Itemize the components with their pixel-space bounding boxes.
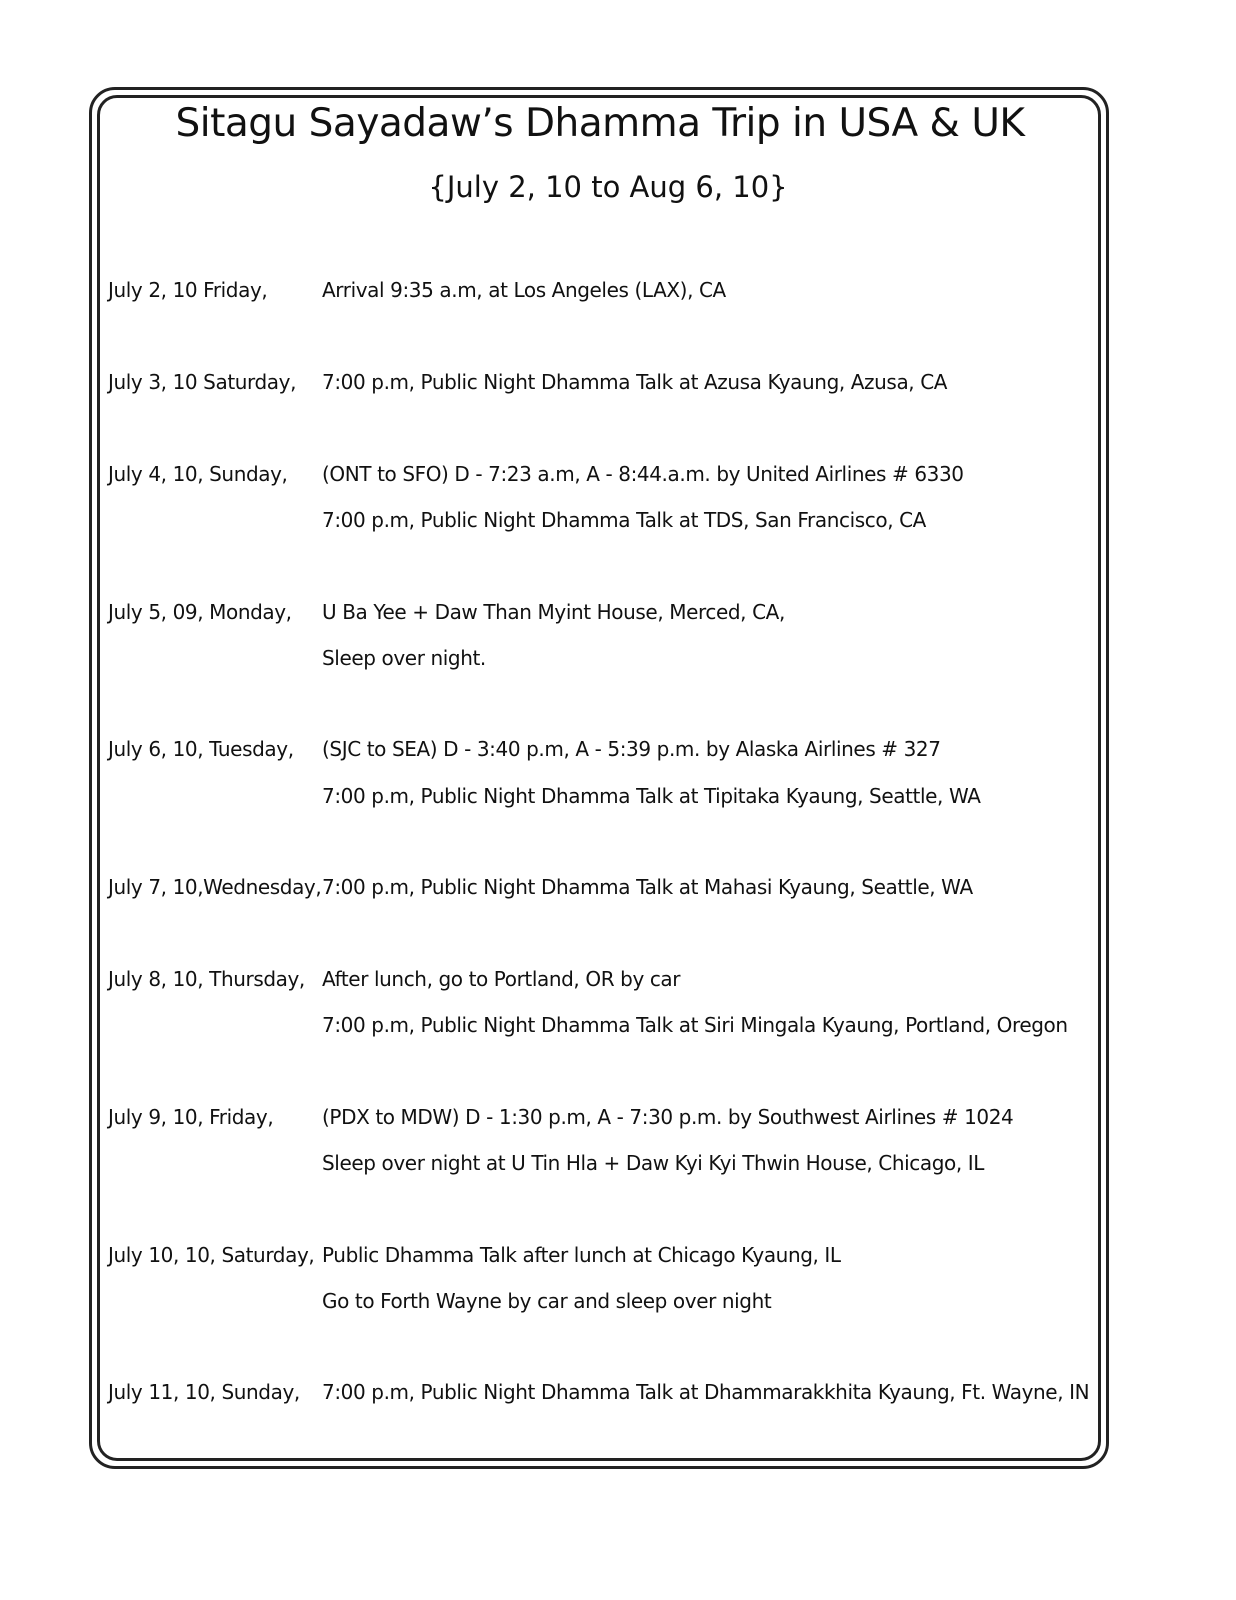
schedule-detail: Public Dhamma Talk after lunch at Chicago Kyaung, IL — [322, 1243, 841, 1267]
schedule-detail: Arrival 9:35 a.m, at Los Angeles (LAX), CA — [322, 278, 726, 302]
schedule-date: July 7, 10,Wednesday, — [108, 875, 322, 899]
schedule-detail: 7:00 p.m, Public Night Dhamma Talk at Dhammarakkhita Kyaung, Ft. Wayne, IN — [322, 1380, 1090, 1404]
schedule-date: July 6, 10, Tuesday, — [108, 737, 294, 761]
schedule-detail: After lunch, go to Portland, OR by car — [322, 967, 681, 991]
schedule-detail: U Ba Yee + Daw Than Myint House, Merced, CA, — [322, 600, 785, 624]
schedule-date: July 11, 10, Sunday, — [108, 1380, 300, 1404]
schedule-date: July 3, 10 Saturday, — [108, 370, 297, 394]
schedule-detail: 7:00 p.m, Public Night Dhamma Talk at TDS, San Francisco, CA — [322, 508, 926, 532]
schedule-date: July 2, 10 Friday, — [108, 278, 268, 302]
schedule-detail: (ONT to SFO) D - 7:23 a.m, A - 8:44.a.m. by United Airlines # 6330 — [322, 462, 964, 486]
schedule-date: July 4, 10, Sunday, — [108, 462, 288, 486]
schedule-detail: Go to Forth Wayne by car and sleep over night — [322, 1289, 772, 1313]
schedule-detail: (SJC to SEA) D - 3:40 p.m, A - 5:39 p.m. by Alaska Airlines # 327 — [322, 737, 941, 761]
document-title: Sitagu Sayadaw’s Dhamma Trip in USA & UK — [175, 101, 1025, 146]
document-date-range: {July 2, 10 to Aug 6, 10} — [428, 170, 788, 204]
schedule-date: July 10, 10, Saturday, — [108, 1243, 315, 1267]
schedule-detail: 7:00 p.m, Public Night Dhamma Talk at Azusa Kyaung, Azusa, CA — [322, 370, 948, 394]
schedule-detail: Sleep over night. — [322, 646, 486, 670]
schedule-detail: 7:00 p.m, Public Night Dhamma Talk at Tipitaka Kyaung, Seattle, WA — [322, 784, 981, 808]
schedule-detail: Sleep over night at U Tin Hla + Daw Kyi Kyi Thwin House, Chicago, IL — [322, 1151, 984, 1175]
schedule-date: July 9, 10, Friday, — [108, 1105, 274, 1129]
schedule-detail: 7:00 p.m, Public Night Dhamma Talk at Siri Mingala Kyaung, Portland, Oregon — [322, 1013, 1068, 1037]
schedule-detail: (PDX to MDW) D - 1:30 p.m, A - 7:30 p.m. by Southwest Airlines # 1024 — [322, 1105, 1014, 1129]
schedule-detail: 7:00 p.m, Public Night Dhamma Talk at Mahasi Kyaung, Seattle, WA — [322, 875, 973, 899]
schedule-date: July 8, 10, Thursday, — [108, 967, 305, 991]
schedule-date: July 5, 09, Monday, — [108, 600, 292, 624]
